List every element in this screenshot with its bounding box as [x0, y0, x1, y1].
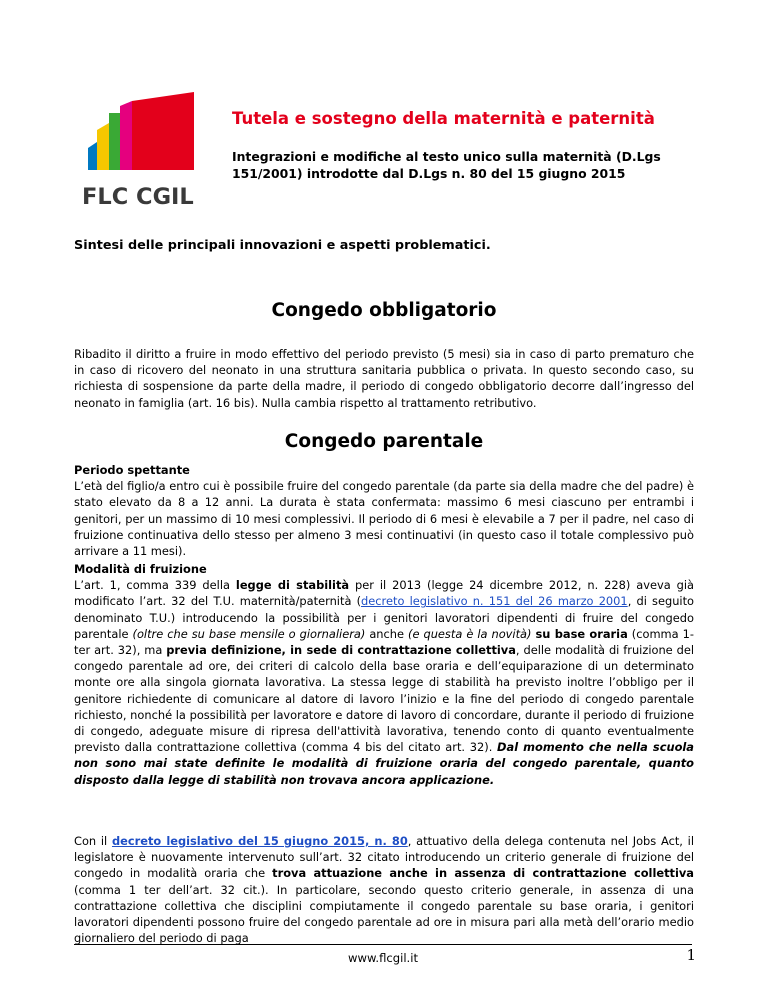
heading-congedo-obbligatorio: Congedo obbligatorio [271, 300, 497, 321]
label-modalita-fruizione: Modalità di fruizione [74, 562, 207, 576]
logo-yellow-band [97, 123, 109, 170]
heading-congedo-parentale: Congedo parentale [284, 431, 484, 452]
footer-divider [74, 944, 692, 945]
text-run: L’art. 1, comma 339 della [74, 578, 236, 593]
text-run: (comma 1-ter art. 32), ma [74, 626, 694, 658]
logo-red-flag [132, 92, 194, 170]
document-subtitle: Integrazioni e modifiche al testo unico sulla maternità (D.Lgs 151/2001) introdotte dal D.Lgs n. 80 del 15 giugno 2015 [232, 149, 661, 181]
flc-cgil-logo [82, 92, 198, 210]
italic-run: (oltre che su base mensile o giornaliera) [132, 626, 366, 641]
italic-run: (e questa è la novità) [408, 626, 532, 641]
emphasis-assenza-contrattazione: trova attuazione anche in assenza di contrattazione collettiva [272, 866, 694, 881]
page-number: 1 [686, 946, 696, 964]
text-run: , attuativo della delega contenuta nel Jobs Act, il legislatore è nuovamente intervenuto sull’art. 32 citato introducendo un criterio generale di fruizione del congedo in modalità oraria che [74, 834, 694, 881]
link-decreto-151-2001[interactable]: decreto legislativo n. 151 del 26 marzo 2001 [361, 594, 628, 609]
label-periodo-spettante: Periodo spettante [74, 463, 190, 477]
emphasis-legge-stabilita: legge di stabilità [235, 578, 350, 593]
paragraph-periodo-spettante [74, 462, 694, 559]
logo-green-band [109, 113, 120, 170]
text-run: , delle modalità di fruizione del congedo parentale ad ore, dei criteri di calcolo della base oraria e dell’equiparazione di un determinato monte ore alla singola giornata lavorativa. La stessa legge di stabilità ha previsto inoltre l’obbligo per il genitore richiedente di comunicare al datore di lavoro l’inizio e la fine del periodo di congedo parentale richiesto, nonché la possibilità per lavoratore e datore di lavoro di concordare, durante il periodo di fruizione di congedo, adeguate misure di ripresa dell'attività lavorativa, tenendo conto di quanto eventualmente previsto dalla contrattazione collettiva (comma 4 bis del citato art. 32). [74, 643, 695, 755]
text-run: (comma 1 ter dell’art. 32 cit.). In particolare, secondo questo criterio generale, in assenza di una contrattazione collettiva che disciplini compiutamente il congedo parentale su base oraria, i genitori lavoratori dipendenti possono fruire del congedo parentale ad ore in misura pari alla metà dell’orario medio giornaliero del periodo di paga [74, 882, 694, 946]
text-run: , di seguito denominato T.U.) introducendo la possibilità per i genitori lavoratori dipendenti di fruire del congedo parentale [74, 594, 695, 641]
text-run: anche [365, 626, 409, 641]
summary-line: Sintesi delle principali innovazioni e aspetti problematici. [74, 238, 491, 253]
logo-text: FLC CGIL [82, 184, 194, 210]
paragraph-congedo-obbligatorio: Ribadito il diritto a fruire in modo effettivo del periodo previsto (5 mesi) sia in caso di parto prematuro che in caso di ricovero del neonato in una struttura sanitaria pubblica o privata. In questo secondo caso, su richiesta di sospensione da parte della madre, il periodo di congedo obbligatorio decorre dall’ingresso del neonato in famiglia (art. 16 bis). Nulla cambia rispetto al trattamento retributivo. [74, 347, 694, 410]
text-periodo-spettante: L’età del figlio/a entro cui è possibile fruire del congedo parentale (da parte sia della madre che del padre) è stato elevato da 8 a 12 anni. La durata è stata confermata: massimo 6 mesi ciascuno per entrambi i genitori, per un massimo di 10 mesi complessivi. Il periodo di 6 mesi è elevabile a 7 per il padre, nel caso di fruizione continuativa dello stesso per almeno 3 mesi continuativi (in questo caso il totale complessivo può arrivare a 11 mesi). [74, 479, 694, 559]
paragraph-decreto-80 [74, 833, 694, 946]
document-title: Tutela e sostegno della maternità e paternità [232, 109, 655, 128]
paragraph-modalita-fruizione [74, 561, 694, 788]
emphasis-conclusione: Dal momento che nella scuola non sono mai state definite le modalità di fruizione oraria del congedo parentale, quanto disposto dalla legge di stabilità non trovava ancora applicazione. [74, 740, 694, 787]
footer-url: www.flcgil.it [348, 951, 418, 965]
emphasis-contrattazione: previa definizione, in sede di contrattazione collettiva [166, 643, 516, 658]
logo-blue-band [88, 142, 97, 170]
emphasis-base-oraria: su base oraria [535, 626, 628, 641]
text-run: Con il [74, 834, 112, 848]
text-run: per il 2013 (legge 24 dicembre 2012, n. 228) aveva già modificato l’art. 32 del T.U. maternità/paternità ( [74, 578, 695, 609]
link-decreto-80-2015[interactable]: decreto legislativo del 15 giugno 2015, n. 80 [111, 834, 408, 848]
logo-magenta-band [120, 101, 132, 170]
